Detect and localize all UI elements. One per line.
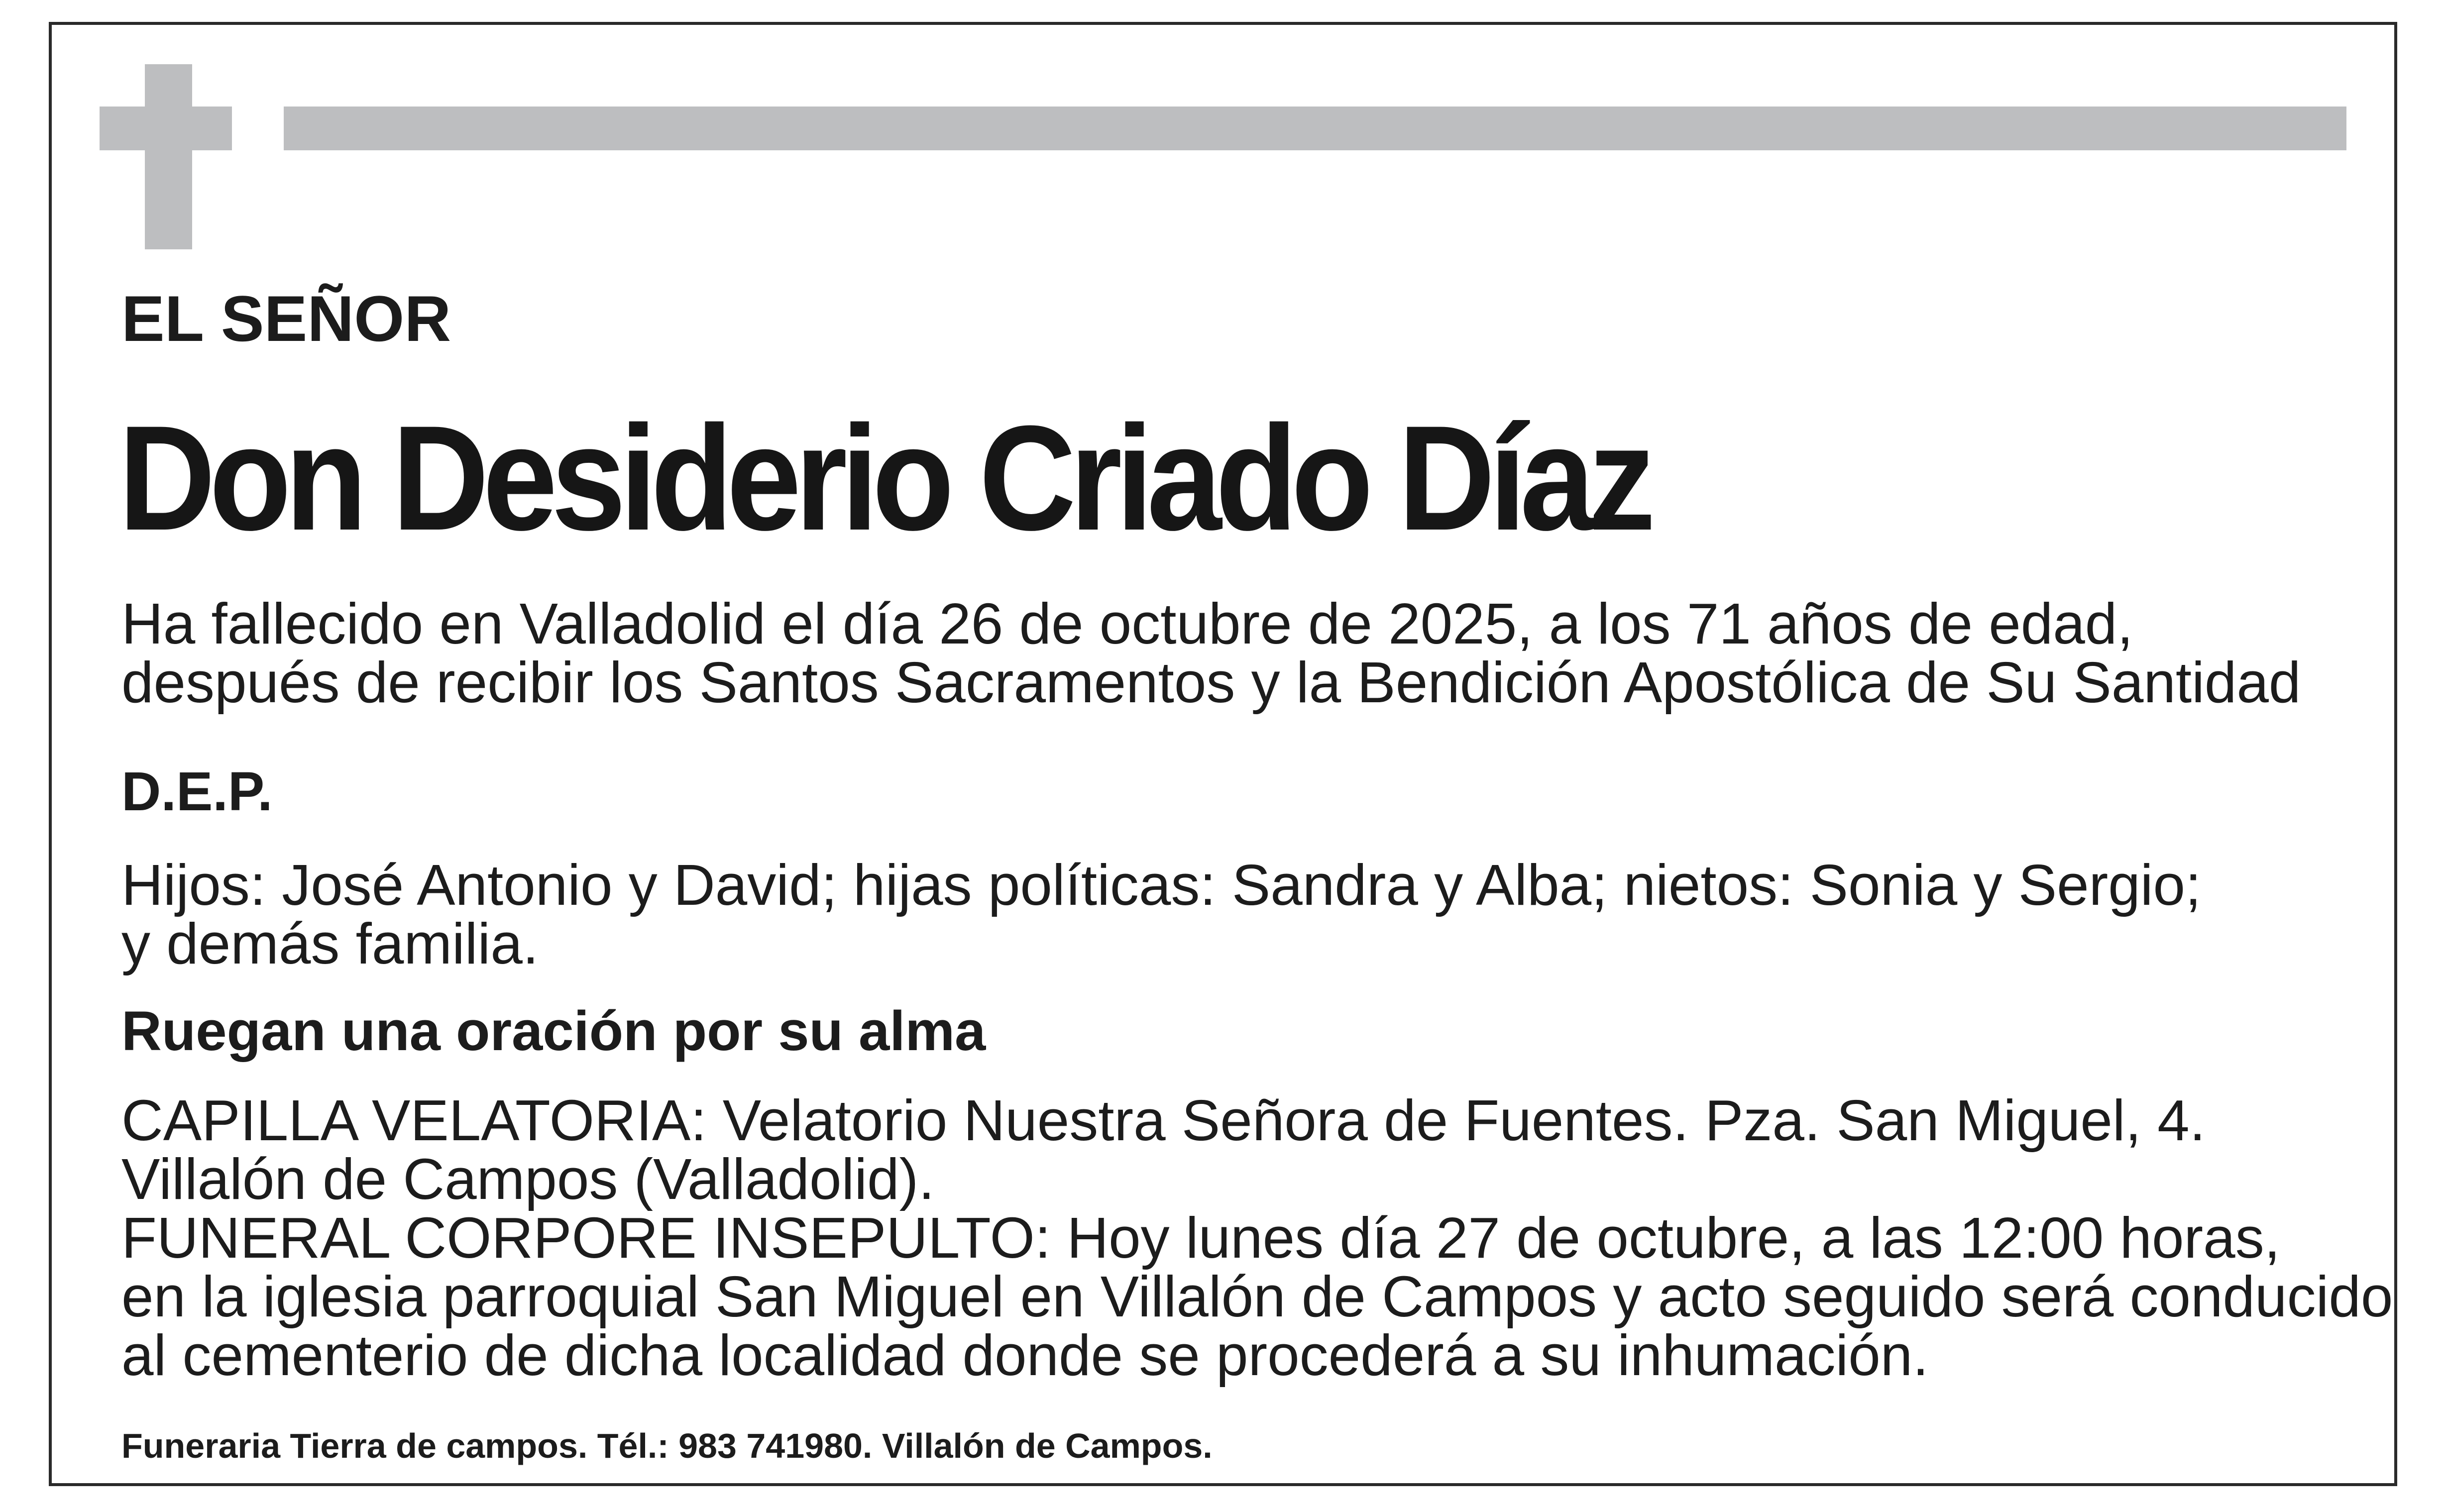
cross-horizontal-bar [100, 107, 232, 150]
pretitle: EL SEÑOR [121, 282, 451, 355]
service-details [121, 1088, 2393, 1388]
prayer-request: Ruegan una oración por su alma [121, 1000, 986, 1062]
rip-label: D.E.P. [121, 761, 273, 822]
service-line: al cementerio de dicha localidad donde se procederá a su inhumación. [121, 1323, 1929, 1388]
death-announcement [121, 591, 2301, 715]
deceased-name: Don Desiderio Criado Díaz [118, 394, 1650, 561]
cross-vertical-bar [145, 64, 192, 249]
death-line: Ha fallecido en Valladolid el día 26 de octubre de 2025, a los 71 años de edad, [121, 591, 2133, 656]
family-line: Hijos: José Antonio y David; hijas políticas: Sandra y Alba; nietos: Sonia y Sergio; [121, 853, 2202, 917]
death-line: después de recibir los Santos Sacramentos y la Bendición Apostólica de Su Santidad [121, 650, 2301, 715]
service-line: CAPILLA VELATORIA: Velatorio Nuestra Señora de Fuentes. Pza. San Miguel, 4. [121, 1088, 2206, 1153]
service-line: Villalón de Campos (Valladolid). [121, 1147, 935, 1211]
service-line: en la iglesia parroquial San Miguel en Villalón de Campos y acto seguido será conducido [121, 1264, 2393, 1329]
family-list [121, 853, 2202, 976]
header-divider-bar [284, 107, 2346, 150]
service-line: FUNERAL CORPORE INSEPULTO: Hoy lunes día 27 de octubre, a las 12:00 horas, [121, 1205, 2280, 1270]
funeral-home-footer: Funeraria Tierra de campos. Tél.: 983 741980. Villalón de Campos. [121, 1426, 1213, 1465]
family-line: y demás familia. [121, 911, 539, 976]
